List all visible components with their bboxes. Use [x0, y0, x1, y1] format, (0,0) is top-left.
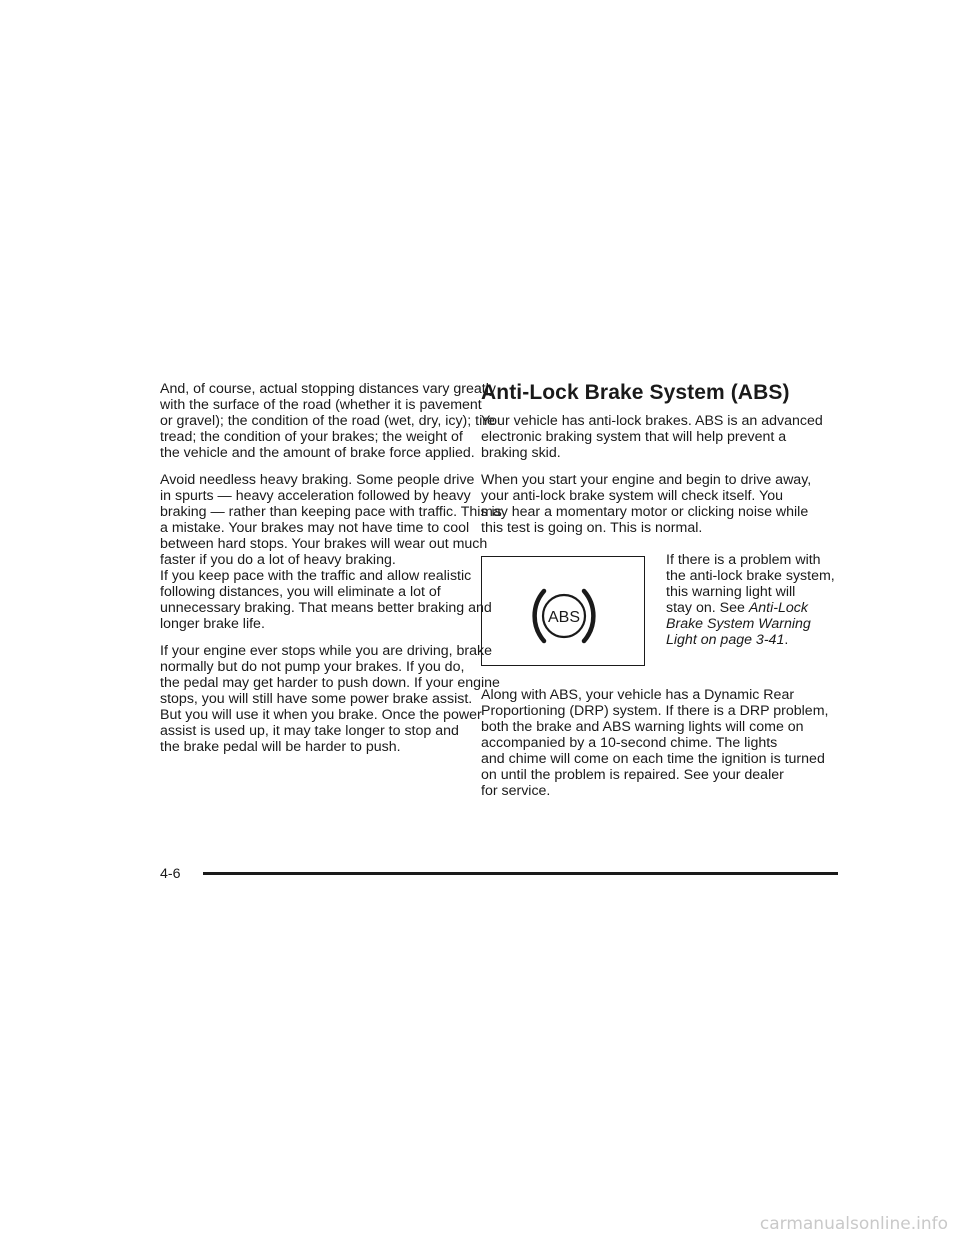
text-line: may hear a momentary motor or clicking noise while — [481, 504, 809, 520]
text-line: normally but do not pump your brakes. If you do, — [160, 659, 465, 675]
text-line: a mistake. Your brakes may not have time to cool — [160, 520, 470, 536]
text-line: with the surface of the road (whether it is pavement — [160, 397, 482, 413]
cross-reference-link[interactable]: Light on page 3-41 — [666, 632, 785, 648]
text-line: Your vehicle has anti-lock brakes. ABS is an advanced — [481, 413, 823, 429]
paragraph-avoid-heavy-braking — [160, 472, 502, 632]
text-line: this test is going on. This is normal. — [481, 520, 703, 536]
cross-reference-link[interactable]: Brake System Warning — [666, 616, 811, 632]
text-fragment: stay on. See — [666, 600, 749, 616]
text-line: this warning light will — [666, 584, 796, 600]
abs-warning-light-illustration — [481, 556, 645, 666]
text-line: braking skid. — [481, 445, 561, 461]
text-line: braking — rather than keeping pace with traffic. This is — [160, 504, 502, 520]
text-line: electronic braking system that will help prevent a — [481, 429, 787, 445]
text-line: both the brake and ABS warning lights will come on — [481, 719, 804, 735]
text-line: the anti-lock brake system, — [666, 568, 835, 584]
text-line: If your engine ever stops while you are driving, brake — [160, 643, 493, 659]
text-line: accompanied by a 10-second chime. The lights — [481, 735, 778, 751]
cross-reference-link[interactable]: Anti-Lock — [748, 600, 808, 616]
text-line: your anti-lock brake system will check itself. You — [481, 488, 784, 504]
text-fragment: . — [784, 632, 789, 648]
text-line: or gravel); the condition of the road (wet, dry, icy); tire — [160, 413, 495, 429]
text-line: assist is used up, it may take longer to stop and — [160, 723, 459, 739]
left-column — [160, 381, 502, 766]
text-line — [666, 600, 846, 616]
text-line: stops, you will still have some power brake assist. — [160, 691, 473, 707]
text-line: unnecessary braking. That means better braking and — [160, 600, 492, 616]
abs-warning-light-icon — [482, 557, 646, 667]
text-line: the brake pedal will be harder to push. — [160, 739, 401, 755]
text-line: tread; the condition of your brakes; the weight of — [160, 429, 463, 445]
right-column — [481, 381, 841, 810]
footer-divider — [203, 872, 838, 875]
paragraph-engine-stops — [160, 643, 500, 755]
text-line: and chime will come on each time the ignition is turned — [481, 751, 825, 767]
text-line: But you will use it when you brake. Once the power — [160, 707, 482, 723]
text-line: If there is a problem with — [666, 552, 821, 568]
text-line: Proportioning (DRP) system. If there is a DRP problem, — [481, 703, 829, 719]
text-line: Along with ABS, your vehicle has a Dynamic Rear — [481, 687, 795, 703]
text-line: faster if you do a lot of heavy braking. — [160, 552, 396, 568]
text-line: When you start your engine and begin to drive away, — [481, 472, 812, 488]
paragraph-abs-intro — [481, 413, 841, 461]
text-line: Avoid needless heavy braking. Some people drive — [160, 472, 475, 488]
abs-label: ABS — [547, 609, 581, 626]
paragraph-stopping-distances — [160, 381, 496, 461]
text-line: longer brake life. — [160, 616, 265, 632]
paragraph-abs-self-check — [481, 472, 841, 536]
text-line: on until the problem is repaired. See your dealer — [481, 767, 784, 783]
figure-caption — [666, 552, 846, 648]
text-line: following distances, you will eliminate a lot of — [160, 584, 441, 600]
text-line: for service. — [481, 783, 551, 799]
text-line: the vehicle and the amount of brake force applied. — [160, 445, 475, 461]
watermark: carmanualsonline.info — [759, 1214, 948, 1234]
text-line: If you keep pace with the traffic and allow realistic — [160, 568, 472, 584]
text-line: And, of course, actual stopping distances vary greatly — [160, 381, 496, 397]
page-number: 4-6 — [160, 866, 181, 882]
paragraph-drp-system — [481, 687, 841, 799]
text-line: between hard stops. Your brakes will wear out much — [160, 536, 488, 552]
text-line — [666, 632, 846, 648]
text-line: in spurts — heavy acceleration followed by heavy — [160, 488, 471, 504]
text-line: the pedal may get harder to push down. If your engine — [160, 675, 500, 691]
abs-warning-figure — [481, 552, 841, 676]
section-heading: Anti-Lock Brake System (ABS) — [481, 381, 790, 404]
